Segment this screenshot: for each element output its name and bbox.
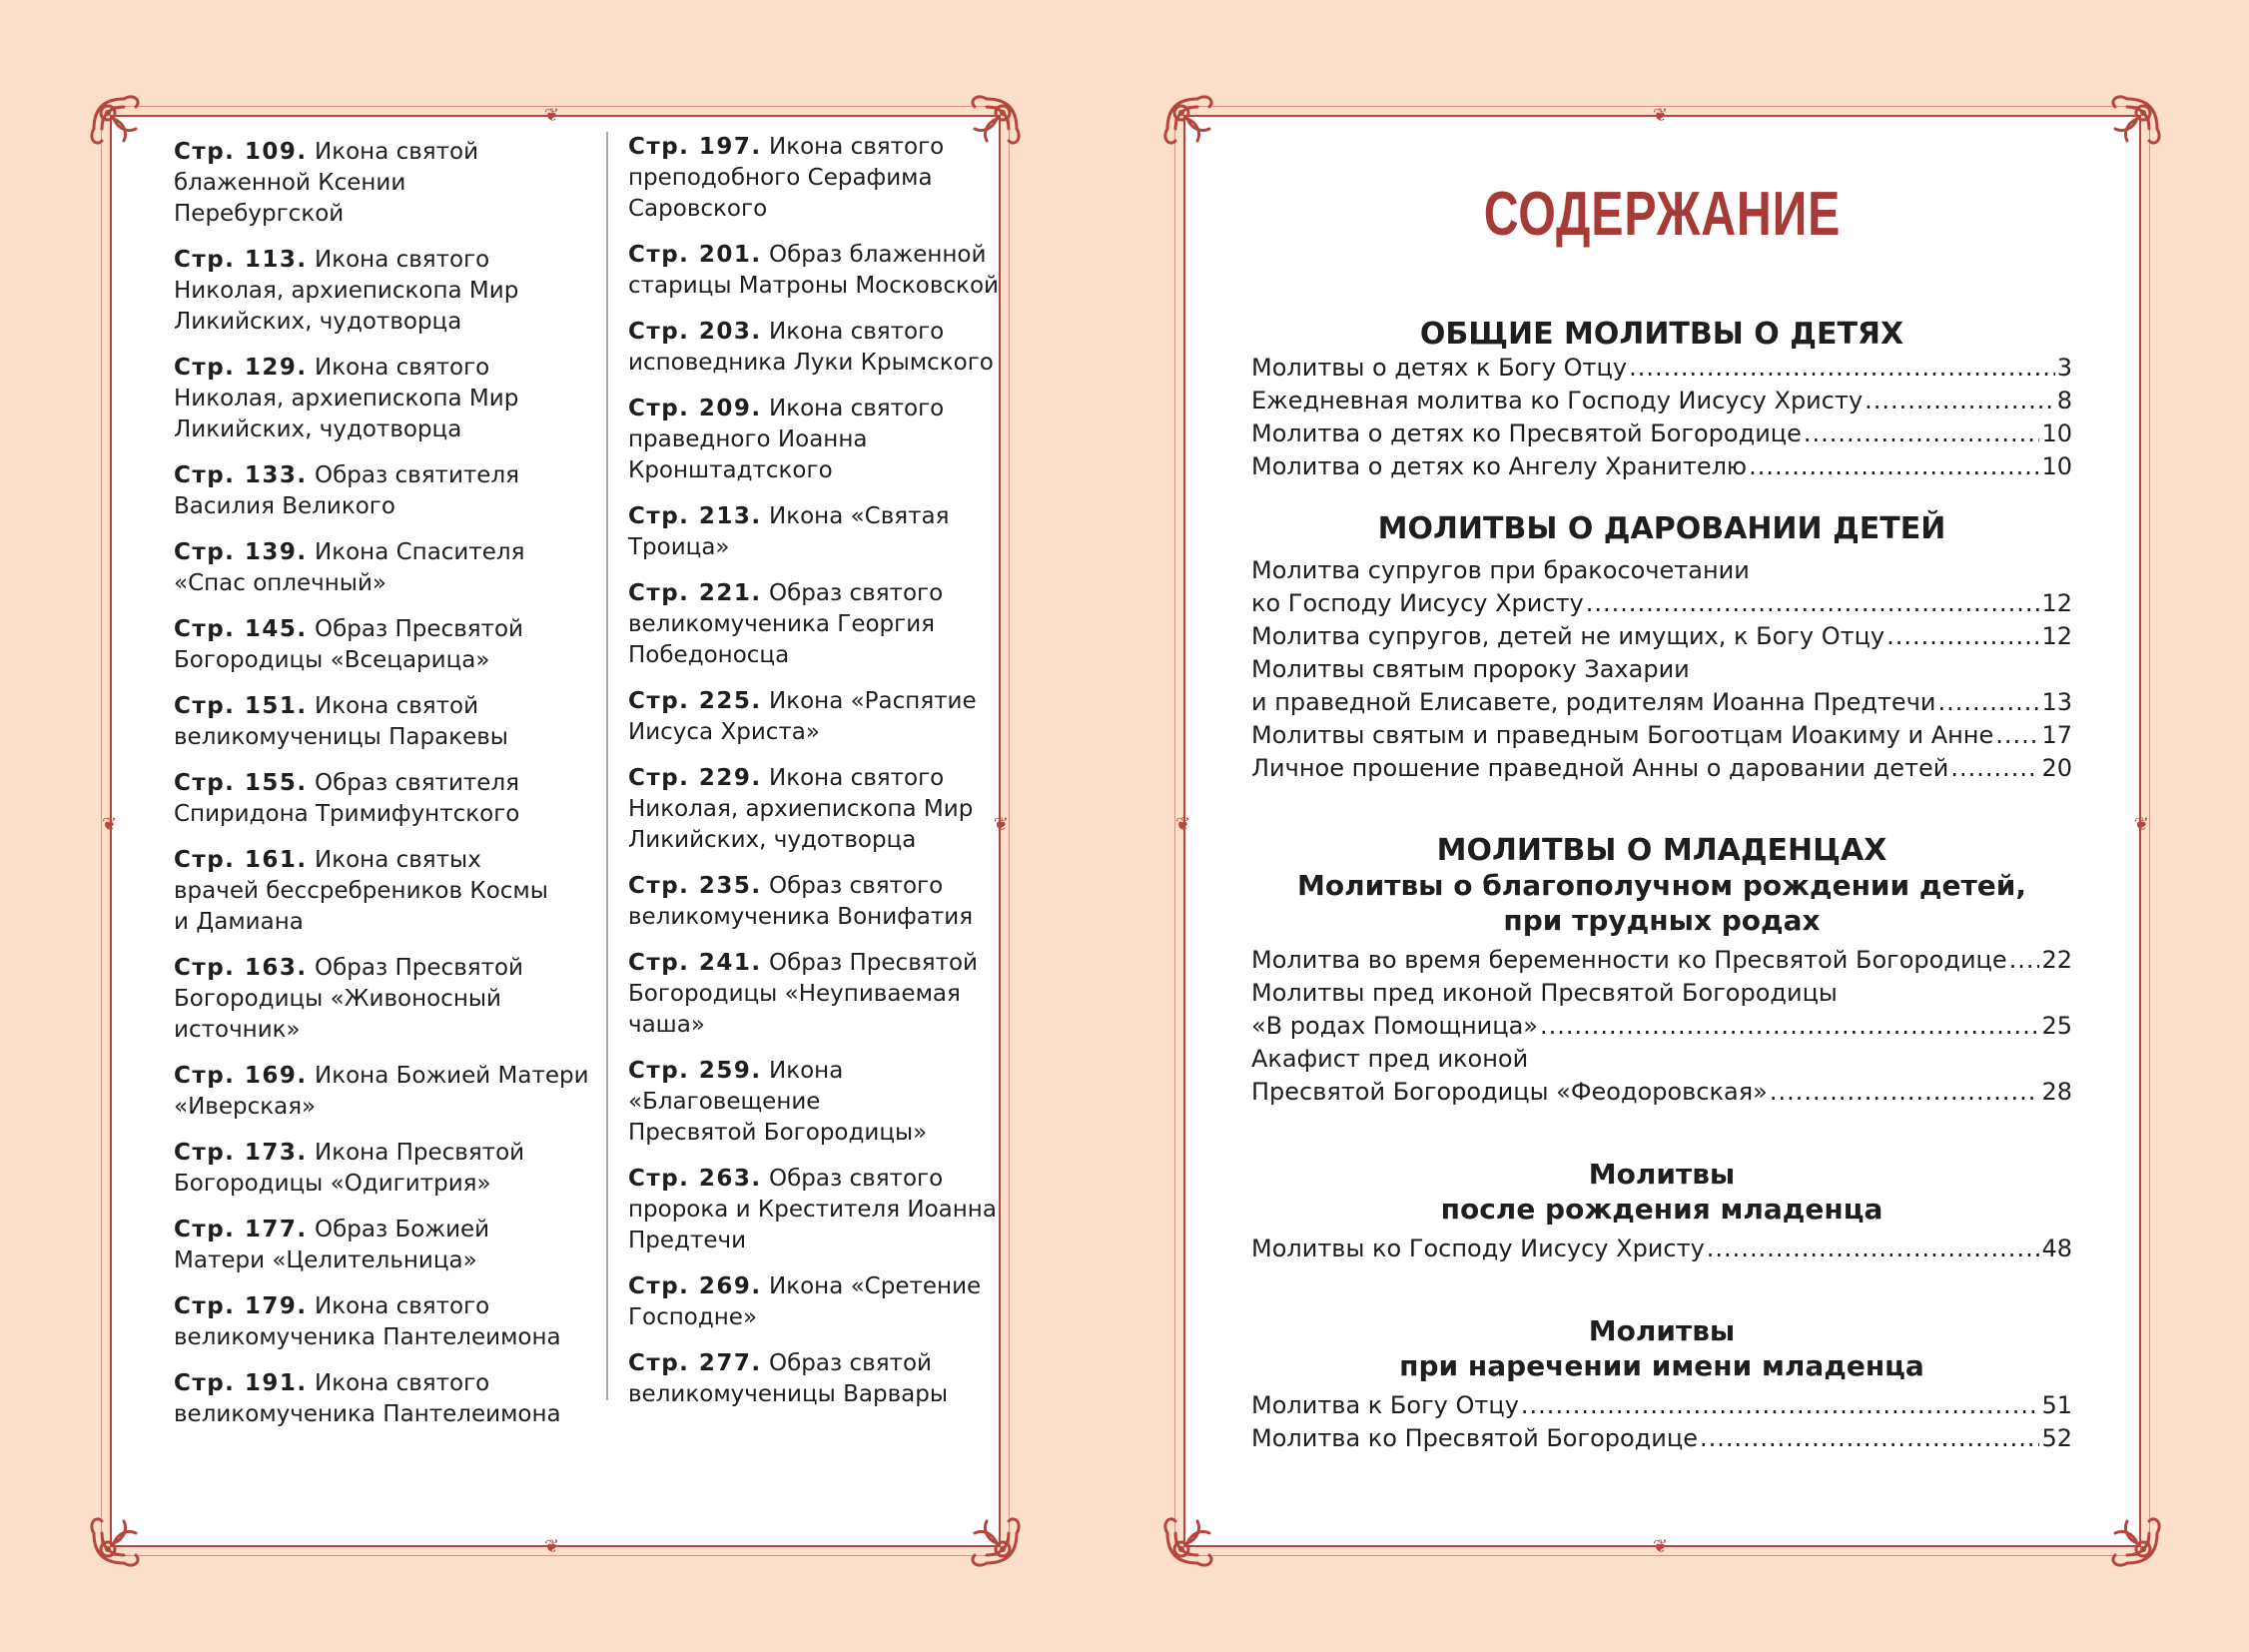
section-subheading: Молитвы о благополучном рождении детей, при трудных родах [1297, 869, 2026, 937]
corner-ornament-icon [2087, 1493, 2167, 1573]
illustration-item: Стр. 191. Икона святого великомученика Пантелеимона [174, 1370, 561, 1427]
toc-entry[interactable]: Ежедневная молитва ко Господу Иисусу Христу ..... 8 [1251, 385, 2072, 417]
bow-ornament-icon: ❦ [1653, 105, 1669, 126]
toc-entry[interactable]: Молитва во время беременности ко Пресвятой Богородице ..... 22 [1251, 944, 2072, 977]
illustration-item: Стр. 161. Икона святых врачей бессребреников Космы и Дамиана [174, 847, 548, 935]
bow-ornament-icon: ❦ [544, 1536, 560, 1557]
illustration-item: Стр. 209. Икона святого праведного Иоанна Кронштадтского [628, 396, 945, 483]
toc-entry[interactable]: Личное прошение праведной Анны о даровании детей ..... 20 [1251, 752, 2072, 785]
illustration-item: Стр. 241. Образ Пресвятой Богородицы «Неупиваемая чаша» [628, 950, 979, 1038]
illustration-item: Стр. 259. Икона «Благовещение Пресвятой Богородицы» [628, 1058, 928, 1146]
toc-entry[interactable]: Молитвы святым пророку Захарии и праведной Елисавете, родителям Иоанна Предтечи ..... 13 [1251, 653, 2072, 719]
toc-entry[interactable]: Молитвы святым и праведным Богоотцам Иоакиму и Анне ..... 17 [1251, 719, 2072, 752]
toc-entry[interactable]: Молитвы ко Господу Иисусу Христу ..... 48 [1251, 1233, 2072, 1265]
bow-ornament-icon: ❦ [993, 814, 1009, 835]
illustration-item: Стр. 203. Икона святого исповедника Луки Крымского [628, 319, 994, 376]
section-subheading: Молитвы после рождения младенца [1440, 1158, 1883, 1226]
corner-ornament-icon [84, 89, 164, 169]
illustration-item: Стр. 235. Образ святого великомученика Вонифатия [628, 873, 974, 930]
illustration-item: Стр. 213. Икона «Святая Троица» [628, 503, 950, 560]
illustration-item: Стр. 177. Образ Божией Матери «Целительница» [174, 1217, 490, 1273]
section-heading: МОЛИТВЫ О ДАРОВАНИИ ДЕТЕЙ [1377, 511, 1946, 546]
illustration-item: Стр. 155. Образ святителя Спиридона Тримифунтского [174, 770, 520, 827]
bow-ornament-icon: ❦ [102, 814, 118, 835]
table-of-contents [1251, 317, 2072, 1455]
illustrations-column-2 [606, 132, 1028, 1407]
illustration-item: Стр. 269. Икона «Сретение Господне» [628, 1273, 982, 1330]
illustration-item: Стр. 169. Икона Божией Матери «Иверская» [174, 1063, 589, 1120]
page-title: СОДЕРЖАНИЕ [1483, 180, 1842, 249]
bow-ornament-icon: ❦ [2133, 814, 2149, 835]
right-page [1175, 105, 2149, 1557]
section-subheading: Молитвы при наречении имени младенца [1399, 1314, 1924, 1382]
toc-entry[interactable]: Молитва о детях ко Пресвятой Богородице ..... 10 [1251, 417, 2072, 450]
illustration-item: Стр. 109. Икона святой блаженной Ксении Перебургской [174, 139, 479, 227]
toc-entry[interactable]: Молитва к Богу Отцу ..... 51 [1251, 1389, 2072, 1422]
illustration-item: Стр. 129. Икона святого Николая, архиепископа Мир Ликийских, чудотворца [174, 355, 519, 442]
section-heading: ОБЩИЕ МОЛИТВЫ О ДЕТЯХ [1419, 317, 1904, 352]
toc-entry[interactable]: Молитва супругов при бракосочетании ко Господу Иисусу Христу ..... 12 [1251, 554, 2072, 620]
toc-entry[interactable]: Молитва ко Пресвятой Богородице ..... 52 [1251, 1422, 2072, 1455]
illustration-item: Стр. 221. Образ святого великомученика Георгия Победоносца [628, 580, 944, 668]
illustration-item: Стр. 145. Образ Пресвятой Богородицы «Всецарица» [174, 616, 524, 673]
toc-entry[interactable]: Молитва супругов, детей не имущих, к Богу Отцу ..... 12 [1251, 620, 2072, 653]
illustrations-column-1 [174, 137, 593, 1445]
left-page [102, 105, 1009, 1557]
illustration-item: Стр. 139. Икона Спасителя «Спас оплечный» [174, 539, 525, 596]
bow-ornament-icon: ❦ [1653, 1536, 1669, 1557]
illustration-item: Стр. 133. Образ святителя Василия Великого [174, 462, 519, 519]
corner-ornament-icon [1157, 89, 1237, 169]
illustration-item: Стр. 179. Икона святого великомученика Пантелеимона [174, 1293, 561, 1350]
illustration-item: Стр. 277. Образ святой великомученицы Варвары [628, 1350, 949, 1407]
illustration-item: Стр. 173. Икона Пресвятой Богородицы «Одигитрия» [174, 1140, 525, 1197]
corner-ornament-icon [947, 1493, 1027, 1573]
corner-ornament-icon [2087, 89, 2167, 169]
toc-entry[interactable]: Молитвы о детях к Богу Отцу ..... 3 [1251, 352, 2072, 385]
illustration-item: Стр. 229. Икона святого Николая, архиепископа Мир Ликийских, чудотворца [628, 765, 974, 853]
illustration-item: Стр. 197. Икона святого преподобного Серафима Саровского [628, 134, 945, 222]
section-heading: МОЛИТВЫ О МЛАДЕНЦАХ [1436, 833, 1887, 868]
illustration-item: Стр. 263. Образ святого пророка и Крестителя Иоанна Предтечи [628, 1166, 997, 1253]
illustration-item: Стр. 163. Образ Пресвятой Богородицы «Живоносный источник» [174, 955, 524, 1043]
bow-ornament-icon: ❦ [1175, 814, 1191, 835]
toc-entry[interactable]: Молитвы пред иконой Пресвятой Богородицы «В родах Помощница» ..... 25 [1251, 977, 2072, 1043]
illustration-item: Стр. 113. Икона святого Николая, архиепископа Мир Ликийских, чудотворца [174, 247, 519, 335]
illustration-item: Стр. 151. Икона святой великомученицы Паракевы [174, 693, 508, 750]
illustration-item: Стр. 225. Икона «Распятие Иисуса Христа» [628, 688, 977, 745]
toc-entry[interactable]: Акафист пред иконой Пресвятой Богородицы «Феодоровская» ..... 28 [1251, 1043, 2072, 1109]
illustration-item: Стр. 201. Образ блаженной старицы Матроны Московской [628, 242, 999, 299]
corner-ornament-icon [84, 1493, 164, 1573]
bow-ornament-icon: ❦ [544, 105, 560, 126]
toc-entry[interactable]: Молитва о детях ко Ангелу Хранителю ..... 10 [1251, 450, 2072, 483]
corner-ornament-icon [1157, 1493, 1237, 1573]
